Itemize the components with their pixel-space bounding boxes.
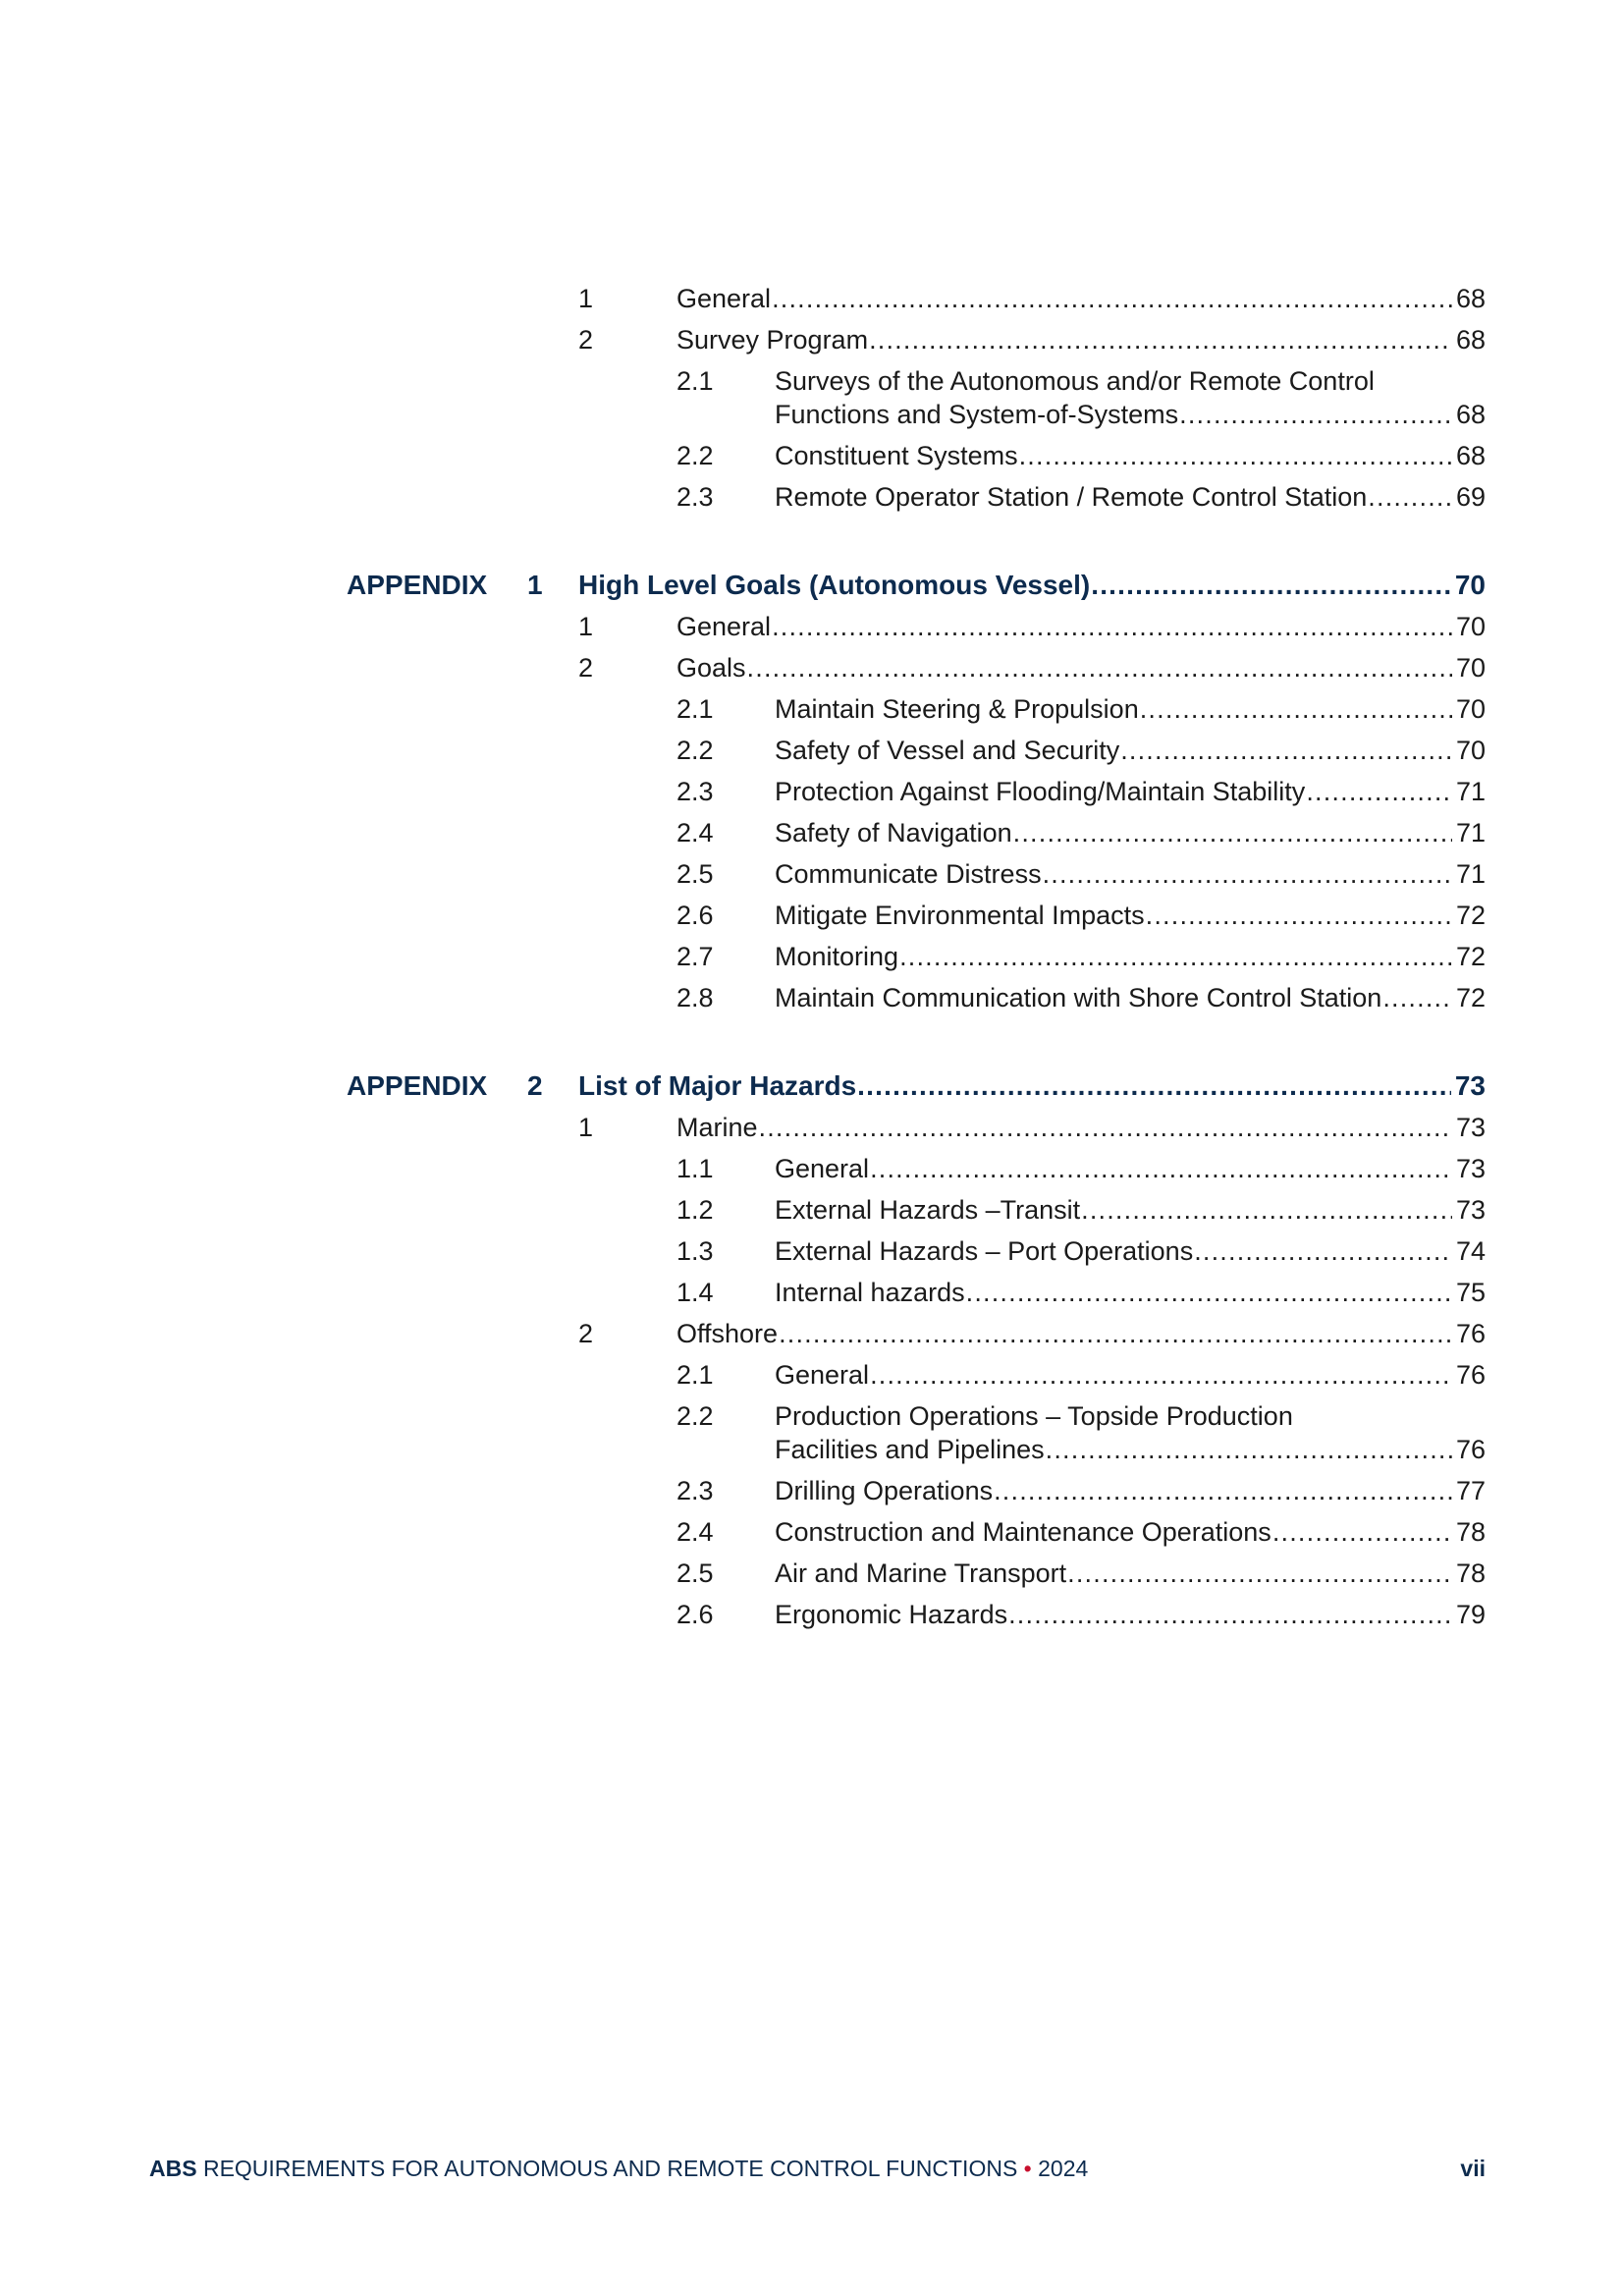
page-number: 68: [1455, 441, 1486, 470]
page-number: 73: [1454, 1070, 1486, 1101]
bullet-separator: •: [1023, 2156, 1032, 2181]
subsection-title: Constituent Systems: [775, 441, 1018, 470]
page-number: 74: [1455, 1236, 1486, 1266]
leader-dots: [869, 323, 1452, 356]
leader-dots: [1120, 734, 1452, 767]
page-number: 69: [1455, 482, 1486, 512]
page-number-roman: vii: [1460, 2156, 1486, 2181]
subsection-number: 2.2: [676, 1401, 714, 1431]
leader-dots: [1008, 1598, 1452, 1631]
toc-entry[interactable]: [0, 364, 1623, 431]
appendix-label: APPENDIX: [347, 1070, 488, 1101]
leader-dots: [857, 1069, 1451, 1103]
brand-name: ABS: [149, 2156, 197, 2181]
section-number: 1: [578, 612, 594, 641]
subsection-number: 1.3: [676, 1236, 714, 1266]
subsection-number: 2.1: [676, 366, 714, 396]
subsection-number: 1.1: [676, 1154, 714, 1183]
subsection-title: Internal hazards: [775, 1278, 965, 1307]
leader-dots: [1179, 398, 1452, 431]
subsection-title: Drilling Operations: [775, 1476, 994, 1505]
leader-dots: [966, 1276, 1452, 1309]
subsection-title: Construction and Maintenance Operations: [775, 1517, 1271, 1547]
subsection-title: Safety of Vessel and Security: [775, 736, 1120, 765]
subsection-number: 2.5: [676, 859, 714, 889]
leader-dots: [1146, 899, 1452, 932]
document-year: 2024: [1038, 2156, 1089, 2181]
document-title: REQUIREMENTS FOR AUTONOMOUS AND REMOTE CONTROL FUNCTIONS: [202, 2156, 1018, 2181]
leader-dots: [772, 282, 1452, 315]
leader-dots: [779, 1317, 1452, 1350]
section-number: 1: [578, 284, 594, 313]
subsection-title: Protection Against Flooding/Maintain Stability: [775, 777, 1306, 806]
page-number: 73: [1455, 1113, 1486, 1142]
subsection-number: 2.3: [676, 1476, 714, 1505]
subsection-title: Mitigate Environmental Impacts: [775, 901, 1145, 930]
subsection-number: 1.4: [676, 1278, 714, 1307]
page-number: 71: [1455, 859, 1486, 889]
leader-dots: [1272, 1515, 1452, 1549]
page-footer: [149, 2154, 1486, 2183]
section-title: Goals: [676, 653, 746, 683]
page-number: 72: [1455, 983, 1486, 1012]
leader-dots: [1081, 1193, 1452, 1227]
leader-dots: [1046, 1433, 1452, 1466]
page-number: 73: [1455, 1154, 1486, 1183]
leader-dots: [759, 1111, 1452, 1144]
leader-dots: [1091, 569, 1451, 602]
section-number: 2: [578, 325, 594, 355]
leader-dots: [1013, 816, 1452, 849]
page-number: 75: [1455, 1278, 1486, 1307]
section-title: Offshore: [676, 1319, 779, 1348]
toc-entry[interactable]: [0, 1399, 1623, 1466]
subsection-title: Safety of Navigation: [775, 818, 1012, 847]
subsection-title: General: [775, 1154, 870, 1183]
subsection-number: 2.7: [676, 942, 714, 971]
leader-dots: [1194, 1234, 1452, 1268]
subsection-title-line1: Production Operations – Topside Production: [775, 1401, 1293, 1431]
appendix-number: 1: [527, 570, 543, 600]
leader-dots: [772, 610, 1452, 643]
leader-dots: [899, 940, 1452, 973]
leader-dots: [1140, 692, 1452, 726]
subsection-title: Maintain Steering & Propulsion: [775, 694, 1139, 724]
subsection-title: Maintain Communication with Shore Control Station: [775, 983, 1382, 1012]
appendix-title: List of Major Hazards: [578, 1070, 857, 1101]
page-number: 70: [1455, 653, 1486, 683]
subsection-title: External Hazards –Transit: [775, 1195, 1081, 1225]
subsection-number: 2.3: [676, 777, 714, 806]
page-number: 76: [1455, 1319, 1486, 1348]
page-number: 78: [1455, 1558, 1486, 1588]
subsection-title-line1: Surveys of the Autonomous and/or Remote Control: [775, 366, 1375, 396]
page-number: 71: [1455, 818, 1486, 847]
leader-dots: [1382, 981, 1452, 1014]
subsection-number: 2.6: [676, 901, 714, 930]
page-number: 72: [1455, 942, 1486, 971]
page-number: 76: [1455, 1435, 1486, 1464]
subsection-title: Remote Operator Station / Remote Control Station: [775, 482, 1368, 512]
appendix-title: High Level Goals (Autonomous Vessel): [578, 570, 1091, 600]
page-number: 76: [1455, 1360, 1486, 1390]
leader-dots: [1067, 1557, 1452, 1590]
subsection-number: 2.4: [676, 1517, 714, 1547]
page-number: 72: [1455, 901, 1486, 930]
subsection-number: 2.2: [676, 736, 714, 765]
subsection-title-line2: Functions and System-of-Systems: [775, 400, 1179, 429]
page-number: 68: [1455, 284, 1486, 313]
section-title: Survey Program: [676, 325, 869, 355]
page-number: 78: [1455, 1517, 1486, 1547]
leader-dots: [1306, 775, 1452, 808]
section-number: 1: [578, 1113, 594, 1142]
subsection-number: 2.1: [676, 694, 714, 724]
subsection-number: 2.8: [676, 983, 714, 1012]
subsection-title: External Hazards – Port Operations: [775, 1236, 1194, 1266]
subsection-title: Ergonomic Hazards: [775, 1600, 1008, 1629]
subsection-title: Communicate Distress: [775, 859, 1042, 889]
subsection-number: 2.4: [676, 818, 714, 847]
subsection-title-line2: Facilities and Pipelines: [775, 1435, 1045, 1464]
page-number: 73: [1455, 1195, 1486, 1225]
subsection-number: 2.5: [676, 1558, 714, 1588]
subsection-title: Monitoring: [775, 942, 899, 971]
subsection-number: 2.2: [676, 441, 714, 470]
page-number: 71: [1455, 777, 1486, 806]
section-number: 2: [578, 653, 594, 683]
leader-dots: [1368, 480, 1452, 514]
subsection-number: 2.1: [676, 1360, 714, 1390]
leader-dots: [870, 1152, 1452, 1185]
section-title: Marine: [676, 1113, 758, 1142]
leader-dots: [1043, 857, 1452, 891]
page-number: 70: [1454, 570, 1486, 600]
leader-dots: [994, 1474, 1452, 1507]
subsection-number: 2.6: [676, 1600, 714, 1629]
appendix-number: 2: [527, 1070, 543, 1101]
page-number: 79: [1455, 1600, 1486, 1629]
page-number: 70: [1455, 612, 1486, 641]
page-number: 68: [1455, 400, 1486, 429]
leader-dots: [1019, 439, 1452, 472]
subsection-title: General: [775, 1360, 870, 1390]
section-title: General: [676, 612, 772, 641]
section-number: 2: [578, 1319, 594, 1348]
subsection-number: 1.2: [676, 1195, 714, 1225]
page-number: 68: [1455, 325, 1486, 355]
leader-dots: [747, 651, 1452, 684]
page-number: 70: [1455, 736, 1486, 765]
page-number: 77: [1455, 1476, 1486, 1505]
subsection-number: 2.3: [676, 482, 714, 512]
appendix-label: APPENDIX: [347, 570, 488, 600]
leader-dots: [870, 1358, 1452, 1392]
subsection-title: Air and Marine Transport: [775, 1558, 1067, 1588]
section-title: General: [676, 284, 772, 313]
page-number: 70: [1455, 694, 1486, 724]
